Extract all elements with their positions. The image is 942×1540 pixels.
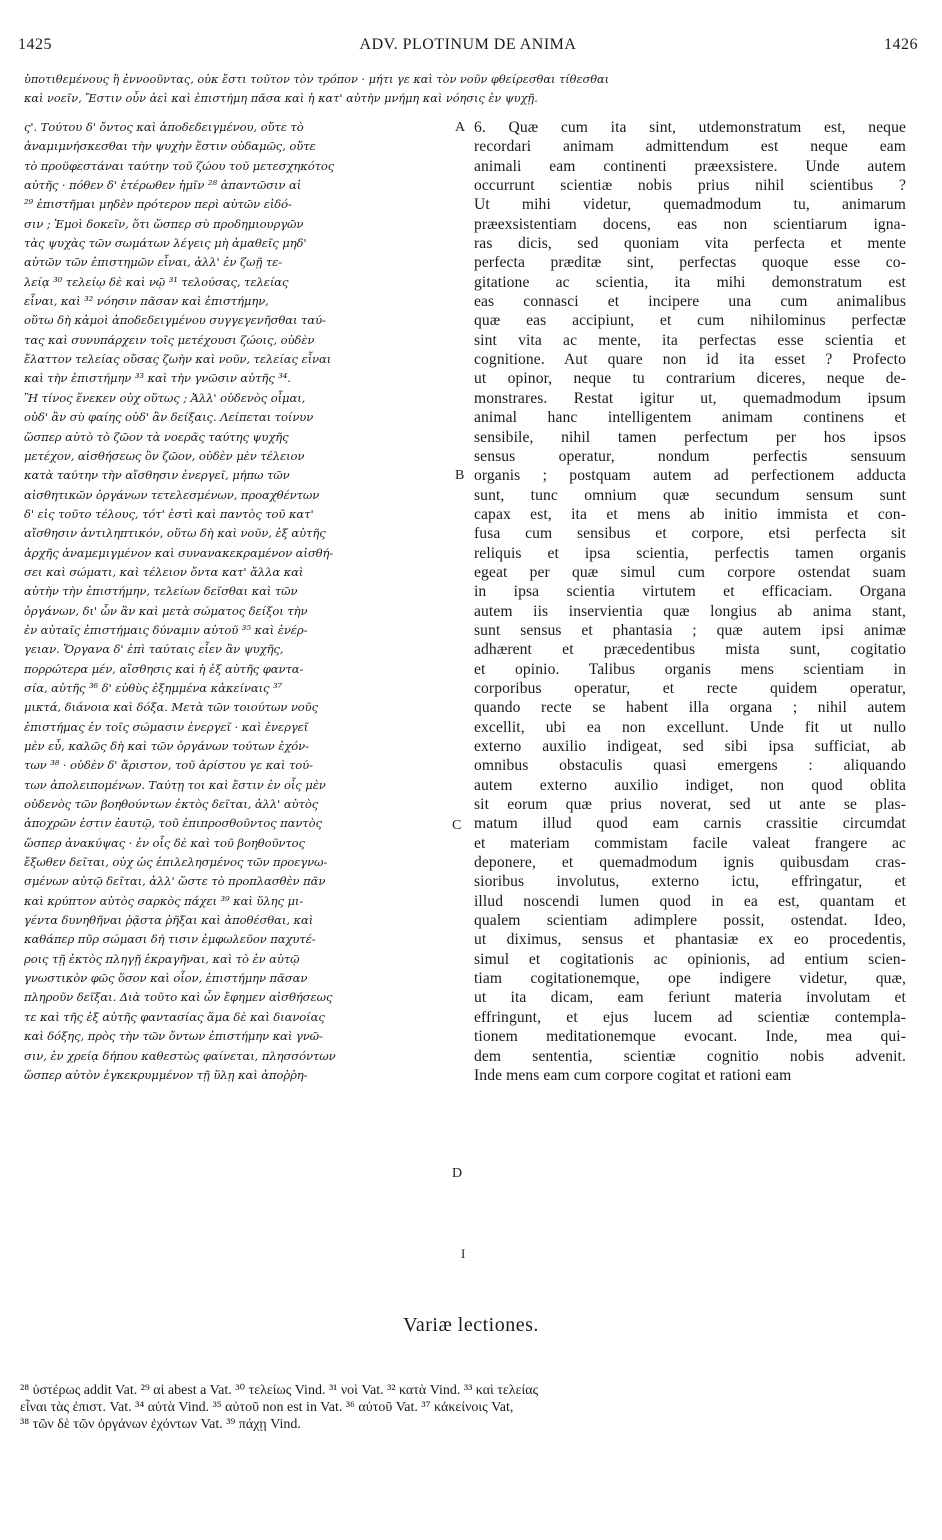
latin-text-line: sit eorum quæ prius noverat, sed ut ante se plas- [474,796,906,814]
latin-text-column [474,118,906,1085]
latin-text-line: ut diximus, sensus et phantasiæ ex eo procedentis, [474,931,906,949]
latin-text-line: monstrares. Restat igitur ut, quemadmodum ipsum [474,389,906,407]
greek-text-line: εἶναι, καὶ ³² νόησιν πᾶσαν καὶ ἐπιστήμην, [24,294,269,309]
greek-text-line: μὲν εὖ, καλῶς δὴ καὶ τῶν ὀργάνων τούτων ἐχόν- [24,739,309,753]
top-line: ὑποτιθεμένους ἢ ἐννοοῦντας, οὐκ ἔστι τοῦτον τὸν τρόπον · μήτι γε καὶ τὸν νοῦν φθείρεσθαι τίθεσθαι [24,73,610,86]
top-line: καὶ νοεῖν, Ἔστιν οὖν ἀεὶ καὶ ἐπιστήμη πᾶσα καὶ ἡ κατ' αὐτὴν μνήμη καὶ νόησις ἐν ψυχῇ. [24,92,538,105]
latin-text-line: capax est, ita et mens ab initio immista et con- [474,505,906,523]
latin-text-line: gitatione ac scientia, ita mihi demonstratum est [474,273,906,291]
greek-text-line: πληροῦν δεῖξαι. Διὰ τοῦτο καὶ ὧν ἔφημεν αἰσθήσεως [24,990,333,1005]
greek-text-line: αὐτῶν τῶν ἐπιστημῶν εἶναι, ἀλλ' ἐν ζωῇ τε- [24,255,283,270]
greek-text-line: σει καὶ σώματι, καὶ τέλειον ὄντα κατ' ἄλλα καὶ [24,564,304,579]
greek-text-line: οὐδενὸς τῶν βοηθούντων ἐκτὸς δεῖται, ἀλλ' αὐτὸς [24,797,319,812]
greek-text-line: ἐπιστήμας ἐν τοῖς σώμασιν ἐνεργεῖ · καὶ ἐνεργεῖ [24,719,309,734]
latin-text-line: Ut mihi videtur, quemadmodum tu, animarum [474,196,906,214]
latin-text-line: ras dicis, sed quoniam vita perfecta et mente [474,235,906,253]
greek-text-line: καὶ δόξης, πρὸς τὴν τῶν ὄντων ἐπιστήμην καὶ γνῶ- [24,1029,323,1044]
greek-text-line: καὶ κρύπτον αὐτὸς σαρκὸς πάχει ³⁹ καὶ ὕλης μι- [24,893,304,908]
latin-text-line: eas connasci et incipere una cum animalibus [474,293,906,311]
greek-text-line: καθάπερ πῦρ σώμασι δή τισιν ἐμφωλεῦον παχυτέ- [24,932,316,947]
greek-text-line: ὥσπερ ἀνακύψας · ἐν οἷς δὲ καὶ τοῦ βοηθοῦντος [24,835,305,850]
latin-text-line: et opinio. Talibus organis mens scientiam in [474,660,906,678]
latin-text-line: tiam cogitationemque, ope indigere videtur, quæ, [474,970,906,988]
greek-text-line: σιν ; Ἐμοὶ δοκεῖν, ὅτι ὥσπερ σὺ προδημιουργῶν [24,216,304,231]
greek-text-line: ὥσπερ αὐτὸν ἐγκεκρυμμένον τῇ ὕλῃ καὶ ἀποῤῥη- [24,1067,308,1082]
latin-text-line: et materiam commistam facile valeat frangere ac [474,834,906,852]
latin-text-line: corporibus operatur, et recte quidem operatur, [474,679,906,697]
greek-text-line: γνωστικὸν φῶς ὅσον καὶ οἷον, ἐπιστήμην πᾶσαν [24,971,308,986]
greek-text-line: κατὰ ταύτην τὴν αἴσθησιν ἐνεργεῖ, μήπω τῶν [24,468,290,483]
latin-text-line: illud noscendi lumen quod in ea est, quantam et [474,892,906,910]
latin-text-line: autem externo auxilio indiget, non quod oblita [474,776,906,794]
greek-text-line: μικτά, διάνοια καὶ δόξα. Μετὰ τῶν τοιούτων νοῦς [24,700,319,715]
latin-text-line: simul et cogitationis ac opinionis, ad entium scien- [474,950,906,968]
latin-text-line: quando recte se habent illa organa ; nihil autem [474,699,906,717]
latin-text-line: cognitione. Aut quare non id ita esset ? Profecto [474,351,906,369]
latin-text-line: matum illud quod eam carnis crassitie circumdat [474,815,906,833]
latin-text-line: animali eam continenti præexsistere. Unde autem [474,157,906,175]
latin-text-line: excellit, ubi ea non excellunt. Unde fit ut nullo [474,718,906,736]
greek-text-line: των ³⁸ · οὐδὲν δ' ἄριστον, τοῦ ἀρίστου γε καὶ τού- [24,758,313,773]
greek-text-line: σιν, ἐν χρείᾳ δήπου καθεστὼς φαίνεται, πλησσόντων [24,1048,336,1063]
latin-text-line: recordari animam admittendum est neque eam [474,138,906,156]
greek-text-line: ἐν αὐταῖς ἐπιστήμαις δύναμιν αὐτοῦ ³⁵ καὶ ἐνέρ- [24,622,308,637]
greek-text-line: ἔξωθεν δεῖται, οὐχ ὡς ἐπιλελησμένος τῶν προεγνω- [24,855,328,870]
latin-text-line: sunt sensus et phantasia ; quæ autem ipsi animæ [474,621,906,639]
margin-marker-c: C [452,818,462,833]
greek-text-column [24,118,454,1085]
latin-text-line: deponere, et quemadmodum ignis quibusdam cras- [474,854,906,872]
latin-text-line: animal hanc intelligentem animam continens et [474,409,906,427]
greek-text-line: τὸ προϋφεστάναι ταύτην τοῦ ζώου τοῦ μετεσχηκότος [24,158,335,173]
latin-text-line: reliquis et ipsa scientia, perfectis tamen organis [474,544,906,562]
latin-text-line: ut ita dicam, eam feriunt materia involutam et [474,989,906,1007]
latin-text-line: sint vita ac mente, ita perfectas esse scientia et [474,331,906,349]
margin-marker-b: B [455,468,465,483]
latin-text-line: occurrunt scientiæ nobis prius nihil scientibus ? [474,177,906,195]
greek-text-line: ²⁹ ἐπιστῆμαι μηδὲν πρότερον περὶ αὐτῶν εἰδό- [24,197,292,212]
latin-text-line: 6. Quæ cum ita sint, utdemonstratum est, neque [474,119,906,136]
latin-text-line: sensibile, nihil tamen perfectum per hos ipsos [474,428,906,446]
latin-text-line: egeat per quæ simul cum corpore ostendat suam [474,563,906,581]
greek-text-line: καὶ τὴν ἐπιστήμην ³³ καὶ τὴν γνῶσιν αὐτῆς ³⁴. [24,371,291,386]
left-page-number: 1425 [18,36,52,53]
latin-text-line: tionem meditationemque evocant. Inde, mea qui- [474,1028,906,1046]
greek-text-line: ἀποχρῶν ἐστιν ἑαυτῷ, τοῦ ἐπιπροσθοῦντος παντὸς [24,816,322,831]
margin-marker-i: I [461,1246,466,1261]
greek-text-line: σμένων αὐτῷ δεῖται, ἀλλ' ὥστε τὸ προπλασθὲν πᾶν [24,874,326,889]
greek-text-line: ς'. Τούτου δ' ὄντος καὶ ἀποδεδειγμένου, οὔτε τὸ [24,120,304,134]
latin-text-line: autem iis inservientia quæ longius ab anima stant, [474,602,906,620]
greek-text-line: ἔλαττον τελείας οὔσας ζωὴν καὶ νοῦν, τελείας εἶναι [24,352,332,367]
note-line: ³⁸ τῶν δὲ τῶν ὀργάνων ἐχόντων Vat. ³⁹ πάχῃ Vind. [20,1417,301,1432]
top-continuation-lines [24,70,920,108]
greek-text-line: πορρώτερα μέν, αἴσθησις καὶ ἡ ἐξ αὐτῆς φαντα- [24,661,304,676]
latin-text-line: quæ eas accipiunt, et cum nihilominus perfectæ [474,312,906,330]
greek-text-line: αὐτὴν τὴν ἐπιστήμην, τελείων δεῖσθαι καὶ τῶν [24,584,298,599]
latin-text-line: qualem scientiam adimplere possit, ostendat. Ideo, [474,912,906,930]
greek-text-line: σία, αὐτῆς ³⁶ δ' εὐθὺς ἐξημμένα κἀκείναις ³⁷ [24,680,283,695]
greek-text-line: οὐδ' ἂν σὺ φαίης οὐδ' ἂν δείξαις. Λείπεται τοίνυν [24,410,314,425]
greek-text-line: αἰσθητικῶν ὀργάνων τετελεσμένων, προαχθέντων [24,487,320,502]
margin-marker-d: D [452,1166,463,1181]
greek-text-line: ὥσπερ αὐτὸ τὸ ζῶον τὰ νοερᾶς ταύτης ψυχῆς [24,429,289,444]
latin-text-line: ut opinor, neque tu contrarium diceres, neque de- [474,370,906,388]
greek-text-line: ἀρχῆς ἀναμεμιγμένον καὶ συνανακεκραμένον αἰσθή- [24,545,334,560]
greek-text-line: τας καὶ συνυπάρχειν τοῖς μετέχουσι ζώοις, οὐδὲν [24,332,315,347]
greek-text-line: ἀναμιμνήσκεσθαι τὴν ψυχὴν ἔστιν οὐδαμῶς, οὔτε [24,139,316,154]
latin-text-line: externo auxilio indigeat, sed sibi ipsa sufficiat, ab [474,738,906,755]
greek-text-line: αἴσθησιν ἀντιληπτικόν, οὕτω δὴ καὶ νοῦν, ἐξ αὐτῆς [24,526,326,541]
latin-text-line: omnibus obstaculis quasi emergens : aliquando [474,757,906,775]
greek-text-line: ροις τῇ ἐκτὸς πληγῇ ἐκραγῆναι, καὶ τὸ ἐν αὐτῷ [24,951,300,966]
greek-text-line: οὕτω δὴ κἀμοὶ ἀποδεδειγμένου συγγεγενῆσθαι ταύ- [24,313,326,328]
greek-text-line: τε καὶ τῆς ἐξ αὐτῆς φαντασίας ἅμα δὲ καὶ διανοίας [24,1009,325,1024]
running-title: ADV. PLOTINUM DE ANIMA [359,36,577,53]
greek-text-line: γειαν. Ὄργανα δ' ἐπὶ ταύταις εἶεν ἂν ψυχῆς, [24,642,284,657]
running-header [18,36,918,58]
note-line: ²⁸ ὑστέρως addit Vat. ²⁹ αἱ abest a Vat. ³⁰ τελείως Vind. ³¹ νοὶ Vat. ³² κατὰ Vind. ³³ καὶ τελείας [20,1383,539,1398]
greek-text-line: λείᾳ ³⁰ τελείῳ δὲ καὶ νῷ ³¹ τελούσας, τελείας [24,274,289,289]
latin-text-line: in ipsa scientia virtutem et efficaciam. Organa [474,583,906,601]
latin-text-line: dem sententia, scientiæ cognitio nobis advenit. [474,1047,906,1065]
latin-text-line: fusa cum sensibus et corpore, etsi perfecta sit [474,525,906,543]
greek-text-line: ὀργάνων, δι' ὧν ἂν καὶ μετὰ σώματος δείξοι τὴν [24,603,308,618]
greek-text-line: γέντα δυνηθῆναι ῥᾷστα ῥῆξαι καὶ ἀποθέσθαι, καὶ [24,913,314,928]
latin-text-line: Inde mens eam cum corpore cogitat et rationi eam [474,1066,792,1084]
variae-lectiones-notes [20,1382,920,1433]
greek-text-line: δ' εἰς τοῦτο τέλους, τότ' ἐστὶ καὶ παντὸς τοῦ κατ' [24,506,314,521]
latin-text-line: sensus operatur, nondum perfectis sensuum [474,447,906,465]
latin-text-line: sunt, tunc omnium quæ secundum sensum sunt [474,486,906,504]
right-page-number: 1426 [884,36,918,53]
greek-text-line: αὐτῆς · πόθεν δ' ἑτέρωθεν ἡμῖν ²⁸ ἀπαντῶσιν αἱ [24,178,302,193]
latin-text-line: præexsistentiam docens, eas non scientiarum igna- [474,215,906,233]
greek-text-line: μετέχον, αἰσθήσεως ὂν ζῶον, οὐδὲν μὲν τέλειον [24,448,305,463]
latin-text-line: perfecta præditæ sint, perfectas quoque esse co- [474,254,906,272]
latin-text-line: organis ; postquam autem ad perfectionem adducta [474,467,906,485]
greek-text-line: των ἀπολειπομένων. Ταύτῃ τοι καὶ ἔστιν ἐν οἷς μὲν [24,777,326,792]
latin-text-line: effringunt, et ejus lucem ad scientiæ contempla- [474,1008,906,1026]
margin-marker-a: A [455,120,466,135]
latin-text-line: sioribus involutus, externo ictu, effringatur, et [474,873,906,891]
greek-text-line: Ἢ τίνος ἕνεκεν οὐχ οὕτως ; Ἀλλ' οὐδενὸς οἶμαι, [24,390,306,405]
latin-text-line: adhærent et præcedentibus mista sunt, cogitatio [474,641,906,659]
greek-text-line: τὰς ψυχὰς τῶν σωμάτων λέγεις μὴ ἀμαθεῖς μηδ' [24,236,307,251]
note-line: εἶναι τὰς ἐπιστ. Vat. ³⁴ αὐτὰ Vind. ³⁵ αὐτοῦ non est in Vat. ³⁶ αὐτοῦ Vat. ³⁷ κἀκείνοις Vat, [20,1400,514,1415]
variae-lectiones-heading: Variæ lectiones. [403,1314,539,1336]
